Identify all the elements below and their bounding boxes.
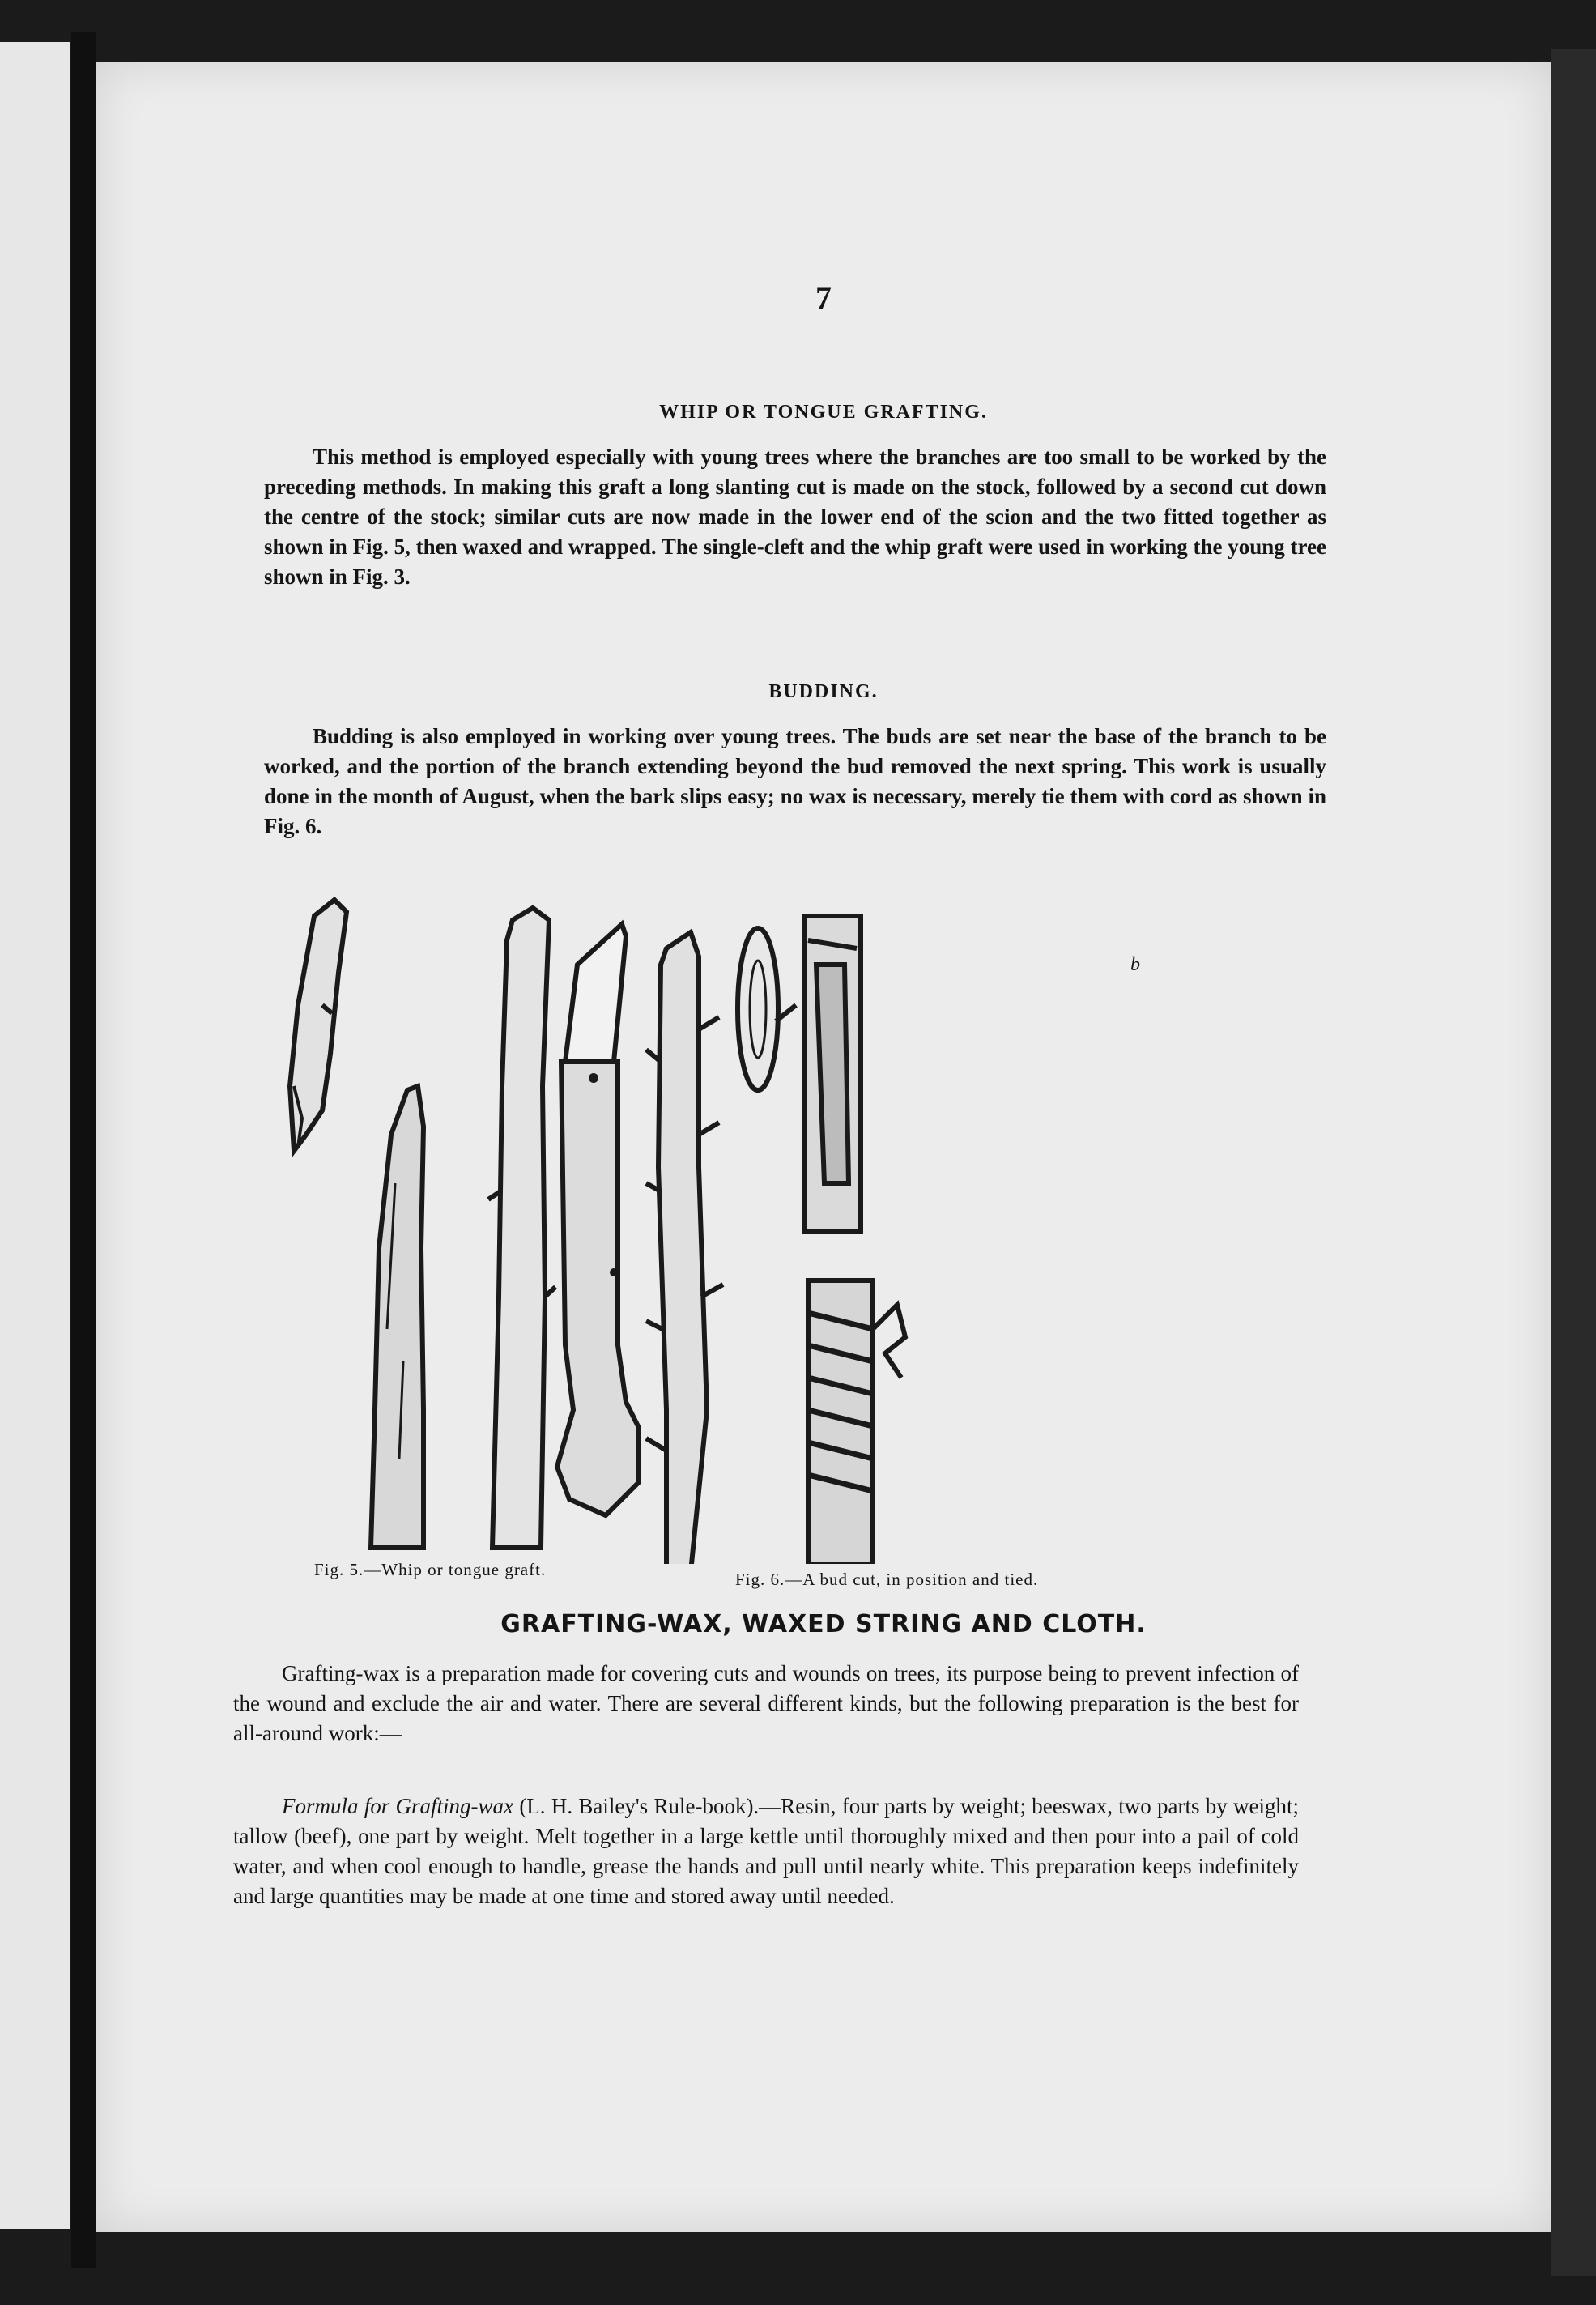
formula-paragraph [233, 1792, 1299, 1911]
budding-paragraph: Budding is also employed in working over young trees. The buds are set near the base of the branch to be worked, and the portion of the branch extending beyond the bud removed the next spring. This work is usually done in the month of August, when the bark slips easy; no wax is necessary, merely tie them with cord as shown in Fig. 6. [264, 724, 1326, 838]
budding-knife-drawing [557, 924, 638, 1515]
budding-heading: BUDDING. [768, 681, 879, 702]
figure-illustration [257, 843, 1334, 1564]
stock-drawing [371, 1086, 423, 1548]
bud-in-position-drawing [804, 916, 861, 1232]
branch-drawing [488, 908, 555, 1548]
fig6-caption: Fig. 6.—A bud cut, in position and tied. [735, 1570, 1039, 1589]
figure-label-b: b [1130, 954, 1140, 975]
whip-grafting-paragraph: This method is employed especially with young trees where the branches are too small to be worked by the preceding methods. In making this graft a long slanting cut is made on the stock, followed by a second cut down the centre of the stock; similar cuts are now made in the lower end of the scion and the two fitted together as shown in Fig. 5, then waxed and wrapped. The single-cleft and the whip graft were used in working the young tree shown in Fig. 3. [264, 445, 1326, 589]
whip-grafting-heading: WHIP OR TONGUE GRAFTING. [659, 402, 988, 423]
adjacent-page-sliver [0, 42, 70, 2229]
tied-bud-drawing [808, 1280, 905, 1564]
formula-text: (L. H. Bailey's Rule-book).—Resin, four parts by weight; beeswax, two parts by weight; tallow (beef), one part by weight. Melt together in a large kettle until thoroughly mixed and then pour into a pail of cold water, and when cool enough to handle, grease the hands and pull until nearly white. This preparation keeps indefinitely and large quantities may be made at one time and stored away until needed. [233, 1794, 1299, 1908]
page-number: 7 [815, 279, 832, 316]
book-page [96, 62, 1551, 2232]
scion-drawing [290, 900, 347, 1151]
grafting-figures [257, 843, 1334, 1564]
fig5-caption: Fig. 5.—Whip or tongue graft. [314, 1560, 547, 1579]
bud-shield-drawing [738, 928, 796, 1090]
formula-label: Formula for Grafting-wax [282, 1794, 514, 1818]
grafting-wax-heading: GRAFTING-WAX, WAXED STRING AND CLOTH. [500, 1610, 1147, 1638]
scan-border [1551, 49, 1596, 2276]
page-binding-edge [71, 32, 96, 2268]
budded-stock-drawing [646, 932, 723, 1564]
grafting-wax-paragraph: Grafting-wax is a preparation made for covering cuts and wounds on trees, its purpose being to prevent infection of the wound and exclude the air and water. There are several different kinds, but the following preparation is the best for all-around work:— [233, 1661, 1299, 1745]
